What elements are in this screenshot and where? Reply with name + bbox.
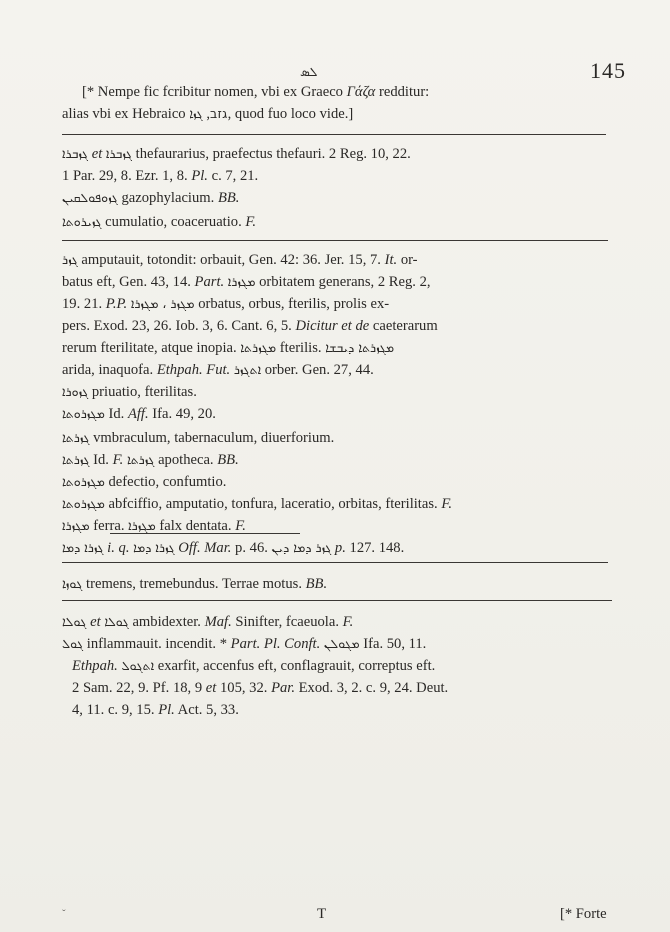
latin-text: c. 7, 21. — [207, 168, 259, 184]
latin-text: Id. — [89, 452, 113, 468]
syriac-word: ܡܓܙܪܬܐ — [240, 340, 277, 355]
italic-text: F. — [235, 518, 246, 534]
syriac-word: ܓܙܘܦܘܠܩܝܢ — [62, 190, 118, 205]
syriac-word: ܓܙܒܪܐ — [105, 146, 132, 161]
italic-text: BB. — [217, 452, 239, 468]
catchword: [* Forte — [560, 906, 607, 922]
latin-text: Sinifter, fcaeuola. — [231, 614, 343, 630]
italic-text: F. — [441, 496, 452, 512]
latin-text: amputauit, totondit: orbauit, Gen. 42: 36. Jer. 15, 7. — [77, 252, 385, 268]
italic-text: Pl. — [191, 168, 208, 184]
syriac-word: ܓܙܝܪܘܬܐ — [62, 214, 102, 229]
running-head-glyph: ܠܣ — [300, 64, 318, 79]
latin-text: priuatio, fterilitas. — [88, 384, 197, 400]
syriac-word: ܡܓܙܪܐ — [227, 274, 256, 289]
syriac-word: ܓܙܪܬܐ — [62, 430, 90, 445]
italic-text: Ethpah. Fut. — [156, 362, 231, 378]
text-line — [62, 538, 670, 558]
italic-text: Part. — [194, 274, 225, 290]
latin-text: 4, 11. c. 9, 15. — [72, 702, 159, 718]
syriac-word: ܓܙܪ — [62, 252, 78, 267]
latin-text: vmbraculum, tabernaculum, diuerforium. — [89, 430, 335, 446]
latin-text: 19. 21. — [62, 296, 106, 312]
latin-text: 105, 32. — [216, 680, 272, 696]
latin-text: Act. 5, 33. — [174, 702, 239, 718]
signature-mark: T — [317, 906, 327, 922]
text-line — [62, 612, 670, 632]
text-line — [62, 250, 670, 270]
italic-text: F. — [342, 614, 354, 630]
syriac-word: ܓܘܠܐ — [62, 614, 87, 629]
latin-text: arida, inaquofa. — [62, 362, 157, 378]
text-line — [62, 360, 670, 380]
latin-text: apotheca. — [154, 452, 218, 468]
text-line — [62, 212, 670, 232]
text-line — [62, 144, 670, 164]
text-line — [62, 294, 670, 314]
syriac-word: גזב — [209, 106, 228, 121]
text-line — [72, 678, 670, 698]
text-line — [62, 404, 670, 424]
latin-text: p. 46. — [231, 540, 272, 556]
italic-text: F. — [112, 452, 124, 468]
text-line — [62, 272, 670, 292]
text-line — [62, 450, 670, 470]
syriac-word: ܓܙܪܬܐ — [62, 452, 90, 467]
divider — [62, 562, 608, 563]
latin-text: gazophylacium. — [117, 190, 218, 206]
latin-text: rerum fterilitate, atque inopia. — [62, 340, 241, 356]
italic-text: Ethpah. — [72, 658, 118, 674]
text-line — [62, 338, 670, 358]
text-line — [62, 574, 670, 594]
latin-text: orbatus, orbus, fterilis, prolis ex- — [194, 296, 390, 312]
italic-text: et — [205, 680, 217, 696]
latin-text: alias vbi ex Hebraico — [62, 106, 190, 122]
text-line — [62, 634, 670, 654]
latin-text: 127. 148. — [345, 540, 405, 556]
latin-text: abfciffio, amputatio, tonfura, laceratio, orbitas, fterilitas. — [104, 496, 442, 512]
latin-text: falx dentata. — [155, 518, 236, 534]
syriac-word: ܡܓܙܪܬܐ ܕܝܒܫܐ — [325, 340, 395, 355]
latin-text: caeterarum — [369, 318, 438, 334]
syriac-word: ܓܘܠܐ — [104, 614, 129, 629]
italic-text: Maf. — [204, 614, 232, 630]
italic-text: Dicitur et de — [295, 318, 370, 334]
syriac-word: ܓܙܘܪܐ — [62, 384, 89, 399]
syriac-word: ܓܙܪܐ ܕܡܐ — [62, 540, 104, 555]
italic-text: et — [88, 146, 106, 162]
text-line — [62, 382, 670, 402]
latin-text: Ifa. 50, 11. — [359, 636, 427, 652]
text-line — [72, 700, 670, 720]
latin-text: redditur: — [375, 84, 430, 100]
latin-text: 1 Par. 29, 8. Ezr. 1, 8. — [62, 168, 192, 184]
italic-text: Pl. — [158, 702, 175, 718]
latin-text: cumulatio, coaceruatio. — [101, 214, 246, 230]
text-line — [62, 166, 670, 186]
syriac-word: ܓܙܪ ܕܡܐ ܕܝܢ — [271, 540, 332, 555]
syriac-word: ܡܓܙܪܘܬܐ — [62, 496, 105, 511]
latin-text: exarfit, accenfus eft, conflagrauit, correptus eft. — [154, 658, 436, 674]
syriac-word: ܐܬܓܙܪ — [233, 362, 262, 377]
text-line — [62, 104, 670, 124]
latin-text: , — [202, 106, 210, 122]
latin-text: or- — [397, 252, 418, 268]
italic-text: Γάζα — [346, 84, 376, 100]
syriac-word: ܓܙܪܬܐ — [126, 452, 155, 467]
text-line — [62, 516, 670, 536]
latin-text: ferra. — [89, 518, 129, 534]
text-line — [62, 188, 670, 208]
syriac-word: ܓܙܐ — [189, 106, 203, 121]
text-line — [62, 428, 670, 448]
latin-text: fterilis. — [276, 340, 326, 356]
divider — [62, 600, 612, 601]
latin-text: thefaurarius, praefectus thefauri. 2 Reg. 10, 22. — [132, 146, 411, 162]
italic-text: Off. Mar. — [178, 540, 232, 556]
italic-text: Part. Pl. Conft. — [230, 636, 321, 652]
latin-text: ambidexter. — [128, 614, 205, 630]
text-line — [62, 316, 670, 336]
syriac-word: ܐܬܓܘܠ — [121, 658, 155, 673]
italic-text: F. — [245, 214, 257, 230]
italic-text: BB. — [305, 576, 328, 592]
latin-text: [* Nempe fic fcribitur nomen, vbi ex Graeco — [82, 84, 347, 100]
latin-text: Ifa. 49, 20. — [148, 406, 216, 422]
syriac-word: ܡܓܙܪܐ — [128, 518, 156, 533]
italic-text: P.P. — [105, 296, 128, 312]
syriac-word: ܡܓܙܪܘܬܐ — [62, 406, 105, 421]
text-line — [72, 656, 670, 676]
latin-text: , quod fuo loco vide.] — [227, 106, 354, 122]
page-number: 145 — [590, 58, 626, 83]
syriac-word: ܡܓܘܠܢ — [323, 636, 360, 651]
syriac-word: ܡܓܙܪܐ — [62, 518, 90, 533]
italic-text: i. q. — [107, 540, 130, 556]
italic-text: It. — [384, 252, 398, 268]
latin-text: batus eft, Gen. 43, 14. — [62, 274, 195, 290]
italic-text: Par. — [271, 680, 295, 696]
syriac-word: ܓܘܙܐ — [62, 576, 83, 591]
latin-text: Id. — [104, 406, 128, 422]
divider — [62, 240, 608, 241]
latin-text: Exod. 3, 2. c. 9, 24. Deut. — [294, 680, 449, 696]
syriac-word: ܓܙܪܐ ܕܡܐ — [133, 540, 175, 555]
italic-text: Aff. — [127, 406, 149, 422]
corner-mark: ˇ — [62, 908, 66, 920]
text-line — [82, 82, 670, 102]
latin-text: defectio, confumtio. — [104, 474, 227, 490]
text-line — [62, 472, 670, 492]
syriac-word: ܡܓܙܪ ، ܡܓܙܪܐ — [130, 296, 195, 311]
latin-text: orbitatem generans, 2 Reg. 2, — [255, 274, 431, 290]
syriac-word: ܓܘܠ — [62, 636, 84, 651]
syriac-word: ܓܙܒܪܐ — [62, 146, 89, 161]
syriac-word: ܡܓܙܪܘܬܐ — [62, 474, 105, 489]
latin-text: orber. Gen. 27, 44. — [261, 362, 374, 378]
divider — [62, 134, 606, 135]
latin-text: inflammauit. incendit. * — [83, 636, 231, 652]
latin-text: tremens, tremebundus. Terrae motus. — [82, 576, 306, 592]
italic-text: et — [90, 614, 101, 630]
italic-text: BB. — [217, 190, 240, 206]
text-line — [62, 494, 670, 514]
latin-text: 2 Sam. 22, 9. Pf. 18, 9 — [72, 680, 206, 696]
italic-text: p. — [334, 540, 346, 556]
latin-text: pers. Exod. 23, 26. Iob. 3, 6. Cant. 6, 5. — [62, 318, 296, 334]
